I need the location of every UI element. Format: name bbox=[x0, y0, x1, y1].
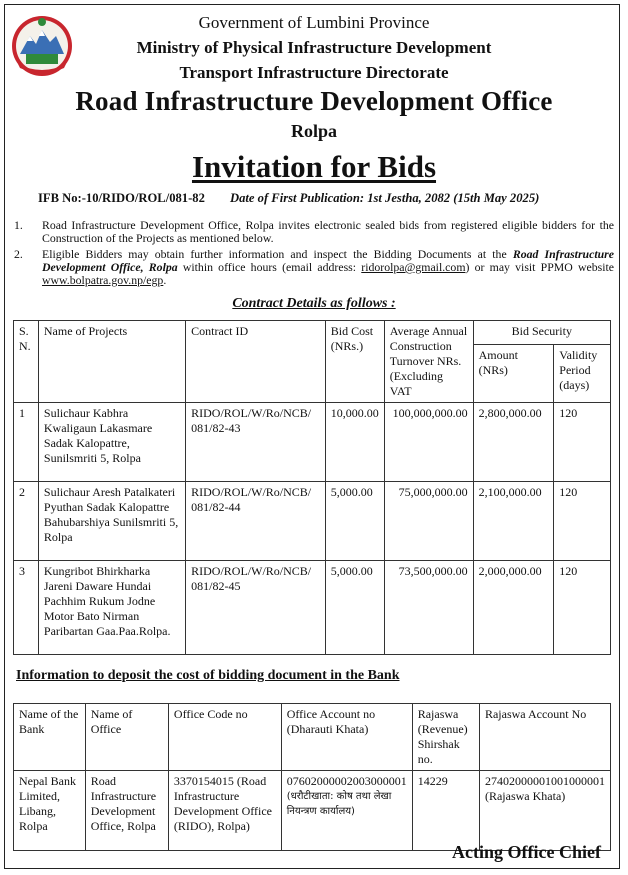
header-bid-cost: Bid Cost (NRs.) bbox=[325, 321, 384, 403]
paragraph-1-text: Road Infrastructure Development Office, Rolpa invites electronic sealed bids from registered eligible bidders for the Construction of the Projects as mentioned below. bbox=[42, 218, 614, 245]
header-office-name: Name of Office bbox=[85, 704, 168, 771]
cell-rajaswa: 14229 bbox=[412, 771, 479, 851]
cell-rajaswa-account: 27402000001001000001 (Rajaswa Khata) bbox=[479, 771, 610, 851]
header-office-code: Office Code no bbox=[168, 704, 281, 771]
table-row bbox=[14, 482, 611, 561]
cell-contract-id: RIDO/ROL/W/Ro/NCB/ 081/82-45 bbox=[186, 561, 326, 655]
publication-date-label: Date of First Publication: bbox=[230, 191, 365, 205]
p2-text-c: ) or may visit PPMO website bbox=[465, 260, 615, 274]
cell-turnover: 73,500,000.00 bbox=[384, 561, 473, 655]
page-title: Invitation for Bids bbox=[191, 149, 437, 184]
bank-row bbox=[14, 771, 611, 851]
cell-amount: 2,800,000.00 bbox=[473, 403, 554, 482]
bank-table bbox=[13, 703, 611, 851]
bank-info-title: Information to deposit the cost of bidding document in the Bank bbox=[16, 668, 400, 683]
cell-office-code: 3370154015 (Road Infrastructure Development Office (RIDO), Rolpa) bbox=[168, 771, 281, 851]
contract-table bbox=[13, 320, 611, 655]
cell-validity: 120 bbox=[554, 561, 611, 655]
cell-validity: 120 bbox=[554, 482, 611, 561]
cell-contract-id: RIDO/ROL/W/Ro/NCB/ 081/82-43 bbox=[186, 403, 326, 482]
table-row bbox=[14, 561, 611, 655]
publication-date: 1st Jestha, 2082 (15th May 2025) bbox=[367, 191, 540, 205]
header-bid-security: Bid Security bbox=[473, 321, 610, 345]
office-account-note: (धरौटीखाता: कोष तथा लेखा नियन्त्रण कार्यालय) bbox=[286, 791, 392, 817]
paragraph-1 bbox=[14, 219, 614, 245]
ifb-number: IFB No:-10/RIDO/ROL/081-82 bbox=[38, 191, 205, 205]
cell-sn: 1 bbox=[14, 403, 39, 482]
header-rajaswa: Rajaswa (Revenue) Shirshak no. bbox=[412, 704, 479, 771]
government-name: Government of Lumbini Province bbox=[198, 13, 430, 32]
paragraph-2-number: 2. bbox=[14, 247, 23, 261]
cell-project-name: Sulichaur Kabhra Kwaligaun Lakasmare Sadak Kalopattre, Sunilsmriti 5, Rolpa bbox=[38, 403, 185, 482]
p2-office: Road Infrastructure Development Office, Rolpa bbox=[42, 247, 615, 274]
cell-office-name: Road Infrastructure Development Office, Rolpa bbox=[85, 771, 168, 851]
signature: Acting Office Chief bbox=[452, 842, 601, 862]
header-project-name: Name of Projects bbox=[38, 321, 185, 403]
cell-sn: 3 bbox=[14, 561, 39, 655]
contract-details-title: Contract Details as follows : bbox=[232, 296, 396, 311]
cell-project-name: Sulichaur Aresh Patalkateri Pyuthan Sadak Kalopattre Bahubarshiya Sunilsmriti 5, Rolpa bbox=[38, 482, 185, 561]
cell-bid-cost: 5,000.00 bbox=[325, 561, 384, 655]
header-turnover: Average Annual Construction Turnover NRs. (Excluding VAT bbox=[384, 321, 473, 403]
table-row bbox=[14, 403, 611, 482]
header-office-account: Office Account no (Dharauti Khata) bbox=[281, 704, 412, 771]
cell-contract-id: RIDO/ROL/W/Ro/NCB/ 081/82-44 bbox=[186, 482, 326, 561]
p2-text-a: Eligible Bidders may obtain further information and inspect the Bidding Documents at the bbox=[42, 247, 507, 261]
cell-project-name: Kungribot Bhirkharka Jareni Daware Hundai Pachhim Rukum Jodne Motor Bato Nirman Paribartan Gaa.Paa.Rolpa. bbox=[38, 561, 185, 655]
cell-sn: 2 bbox=[14, 482, 39, 561]
cell-turnover: 75,000,000.00 bbox=[384, 482, 473, 561]
paragraph-2 bbox=[14, 248, 614, 287]
cell-amount: 2,000,000.00 bbox=[473, 561, 554, 655]
cell-turnover: 100,000,000.00 bbox=[384, 403, 473, 482]
office-account-number: 07602000002003000001 bbox=[286, 774, 407, 788]
cell-bank-name: Nepal Bank Limited, Libang, Rolpa bbox=[14, 771, 86, 851]
bank-header-row bbox=[14, 704, 611, 771]
header-bank-name: Name of the Bank bbox=[14, 704, 86, 771]
p2-text-b: within office hours (email address: bbox=[182, 260, 357, 274]
paragraph-2-text bbox=[42, 248, 614, 287]
p2-text-d: . bbox=[163, 273, 167, 287]
cell-validity: 120 bbox=[554, 403, 611, 482]
directorate-name: Transport Infrastructure Directorate bbox=[179, 63, 449, 82]
ppmo-website-link[interactable]: www.bolpatra.gov.np/egp bbox=[42, 273, 164, 287]
ifb-line bbox=[38, 191, 539, 206]
cell-bid-cost: 5,000.00 bbox=[325, 482, 384, 561]
table-header-row bbox=[14, 321, 611, 345]
header-sn: S. N. bbox=[14, 321, 39, 403]
cell-amount: 2,100,000.00 bbox=[473, 482, 554, 561]
email-link[interactable]: ridorolpa@gmail.com bbox=[361, 260, 466, 274]
header-contract-id: Contract ID bbox=[186, 321, 326, 403]
header-amount: Amount (NRs) bbox=[473, 345, 554, 403]
header-rajaswa-account: Rajaswa Account No bbox=[479, 704, 610, 771]
paragraph-1-number: 1. bbox=[14, 218, 23, 232]
cell-bid-cost: 10,000.00 bbox=[325, 403, 384, 482]
ministry-name: Ministry of Physical Infrastructure Development bbox=[136, 38, 492, 57]
office-name: Road Infrastructure Development Office bbox=[75, 86, 553, 116]
header-validity: Validity Period (days) bbox=[554, 345, 611, 403]
cell-office-account bbox=[281, 771, 412, 851]
office-location: Rolpa bbox=[290, 121, 337, 141]
